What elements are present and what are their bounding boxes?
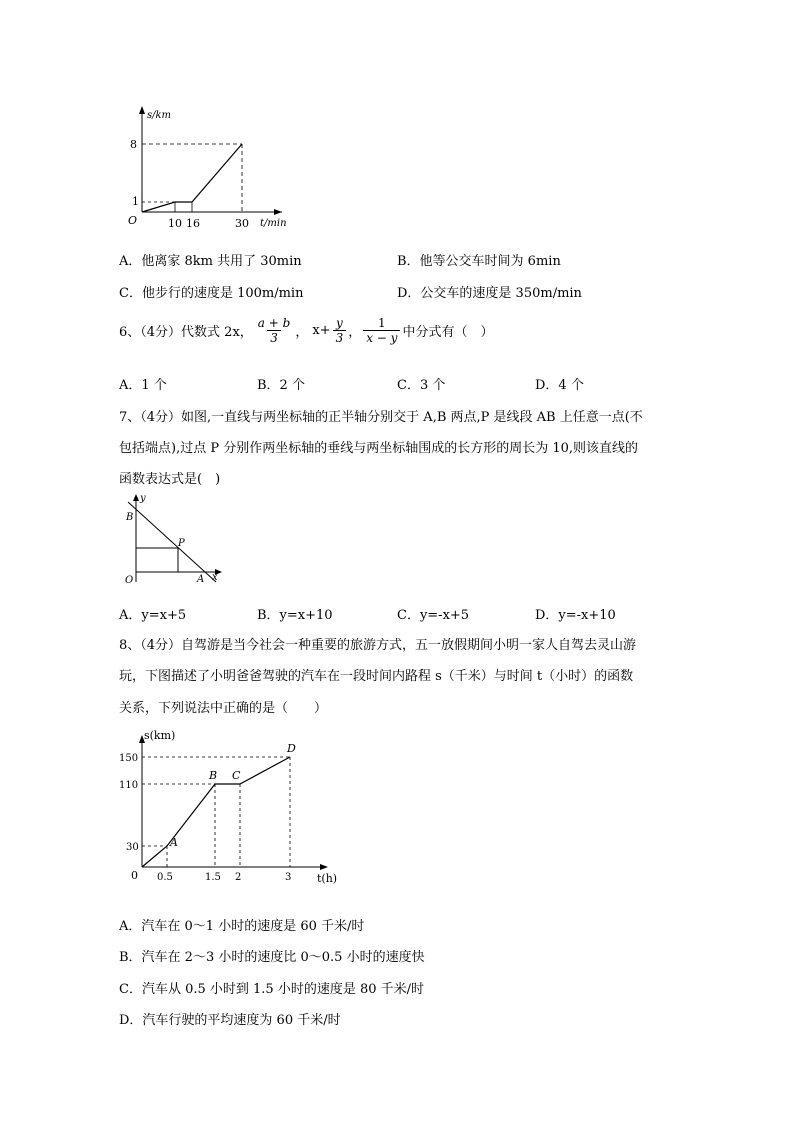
q8-text-line-2: 玩，下图描述了小明爸爸驾驶的汽车在一段时间内路程 s（千米）与时间 t（小时）的函数: [119, 669, 634, 684]
q7-text-line-1: 7、（4分）如图,一直线与两坐标轴的正半轴分别交于 A,B 两点,P 是线段 AB 上任意一点(不: [119, 410, 643, 425]
q6-option-d[interactable]: D．4 个: [535, 378, 584, 393]
q6-option-c[interactable]: C．3 个: [397, 378, 446, 393]
q7-text-line-3: 函数表达式是( ): [119, 472, 221, 487]
q7-option-b[interactable]: B．y=x+10: [257, 608, 333, 623]
svg-text:B: B: [126, 512, 134, 523]
q6-option-b[interactable]: B．2 个: [257, 378, 305, 393]
svg-text:y: y: [140, 493, 146, 504]
x-tick: 30: [235, 217, 249, 230]
origin-label: O: [128, 214, 138, 227]
svg-text:110: 110: [119, 780, 139, 791]
line-ab: [128, 502, 216, 582]
svg-text:150: 150: [119, 753, 139, 764]
svg-text:3: 3: [285, 872, 292, 883]
svg-text:1.5: 1.5: [205, 872, 221, 883]
q8-distance-time-graph: [115, 725, 345, 895]
y-axis-label: s/km: [147, 110, 172, 121]
q7-line-graph: [120, 490, 230, 590]
q5-option-b[interactable]: B．他等公交车时间为 6min: [397, 254, 561, 269]
y-tick: 1: [132, 195, 139, 208]
y-tick: 8: [130, 138, 137, 151]
svg-text:x: x: [212, 572, 218, 583]
q5-option-c[interactable]: C．他步行的速度是 100m/min: [119, 286, 304, 301]
svg-text:30: 30: [126, 842, 139, 853]
q8-text-line-1: 8、（4分）自驾游是当今社会一种重要的旅游方式，五一放假期间小明一家人自驾去灵山游: [119, 638, 637, 653]
q8-text-line-3: 关系，下列说法中正确的是（ ）: [119, 701, 328, 716]
svg-text:2: 2: [235, 872, 242, 883]
question-6: 6、（4分）代数式 2x， $\frac{a + b}{3}$ ， x+ $\frac{y}{3}$ ， $\frac{1}{x - y}$ 中分式有（ ）: [119, 316, 494, 345]
svg-text:0: 0: [131, 869, 138, 882]
q5-option-d[interactable]: D．公交车的速度是 350m/min: [397, 286, 582, 301]
fraction-1: $\frac{a + b}{3}$: [257, 316, 291, 345]
q7-option-c[interactable]: C．y=-x+5: [397, 608, 470, 623]
svg-text:A: A: [170, 836, 178, 849]
q8-option-d[interactable]: D．汽车行驶的平均速度为 60 千米/时: [119, 1013, 341, 1028]
svg-text:D: D: [287, 742, 296, 755]
q8-option-a[interactable]: A．汽车在 0～1 小时的速度是 60 千米/时: [119, 919, 365, 934]
q6-option-a[interactable]: A．1 个: [119, 378, 167, 393]
rectangle: [136, 548, 178, 572]
x-tick: 16: [186, 217, 200, 230]
svg-text:P: P: [178, 538, 185, 549]
x-tick: 10: [168, 217, 182, 230]
q8-option-c[interactable]: C．汽车从 0.5 小时到 1.5 小时的速度是 80 千米/时: [119, 982, 425, 997]
fraction-2: $\frac{y}{3}$: [333, 316, 347, 345]
fraction-3: $\frac{1}{x - y}$: [363, 316, 400, 345]
q8-option-b[interactable]: B．汽车在 2～3 小时的速度比 0～0.5 小时的速度快: [119, 950, 425, 965]
q7-text-line-2: 包括端点),过点 P 分别作两坐标轴的垂线与两坐标轴围成的长方形的周长为 10,则该直线的: [119, 441, 639, 456]
svg-text:B: B: [209, 769, 218, 782]
svg-text:s(km): s(km): [144, 729, 176, 742]
svg-text:0.5: 0.5: [157, 872, 173, 883]
svg-text:O: O: [125, 575, 134, 586]
q5-option-a[interactable]: A．他离家 8km 共用了 30min: [119, 254, 302, 269]
svg-text:t(h): t(h): [317, 872, 338, 885]
svg-text:C: C: [232, 769, 241, 782]
q7-option-d[interactable]: D．y=-x+10: [535, 608, 616, 623]
svg-text:A: A: [197, 574, 205, 585]
x-axis-label: t/min: [260, 218, 287, 229]
distance-time-graph-1: [120, 100, 300, 235]
q7-option-a[interactable]: A．y=x+5: [119, 608, 187, 623]
